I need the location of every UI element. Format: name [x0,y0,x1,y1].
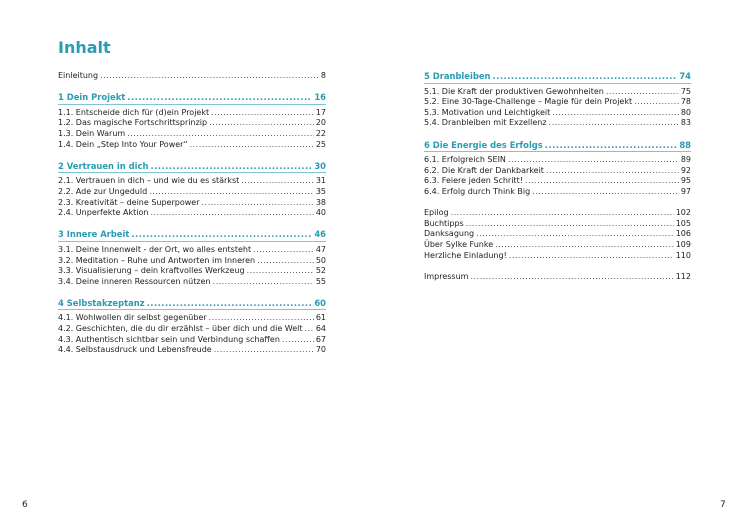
toc-leader-dots [100,71,319,82]
toc-entry [424,187,691,198]
toc-entry [424,87,691,98]
toc-entry-title: Herzliche Einladung! [424,250,507,260]
toc-entry-page: 112 [675,271,691,281]
toc-leader-dots [214,345,314,356]
toc-leader-dots [149,187,314,198]
toc-entry [424,118,691,129]
toc-entry [58,176,326,187]
chapter-divider [424,83,691,84]
toc-entry-title: Über Sylke Funke [424,239,494,249]
toc-entry-title: 4 Selbstakzeptanz [58,297,145,308]
toc-entry-title: 2 Vertrauen in dich [58,160,149,171]
toc-entry-title: 3.3. Visualisierung – dein kraftvolles Werkzeug [58,266,245,276]
toc-leader-dots [209,118,314,129]
toc-entry-page: 20 [315,118,326,128]
toc-leader-dots [202,198,314,209]
toc-entry [58,198,326,209]
toc-entry [424,155,691,166]
toc-entry [58,266,326,277]
toc-entry-page: 80 [680,107,691,117]
toc-entry-title: 6.1. Erfolgreich SEIN [424,155,506,165]
toc-entry-title: Einleitung [58,71,99,80]
toc-entry-page: 110 [675,250,691,260]
toc-entry [424,240,691,251]
toc-leader-dots [282,335,314,346]
toc-entry-title: 5.2. Eine 30-Tage-Challenge – Magie für dein Projekt [424,97,633,107]
toc-entry-page: 17 [315,107,326,117]
toc-entry-page: 70 [315,345,326,355]
toc-leader-dots [190,140,314,151]
toc-right-column [424,71,691,282]
toc-leader-dots [209,313,314,324]
toc-leader-dots [606,87,679,98]
chapter-divider [58,104,326,105]
toc-entry [424,272,691,283]
toc-entry [424,108,691,119]
toc-leader-dots [147,298,313,309]
toc-leader-dots [127,129,314,140]
toc-leader-dots [493,71,678,82]
toc-entry [424,229,691,240]
toc-leader-dots [476,229,674,240]
toc-entry-title: 2.1. Vertrauen in dich – und wie du es stärkst [58,176,240,186]
toc-leader-dots [525,176,679,187]
toc-leader-dots [532,187,679,198]
toc-leader-dots [127,92,312,103]
toc-leader-dots [211,108,314,119]
toc-leader-dots [466,219,674,230]
toc-entry-page: 83 [680,118,691,128]
toc-entry [58,313,326,324]
toc-entry-page: 109 [675,239,691,249]
toc-entry-title: 2.2. Ade zur Ungeduld [58,186,148,196]
toc-entry-page: 64 [315,324,326,334]
toc-entry-title: 5.1. Die Kraft der produktiven Gewohnheiten [424,86,604,96]
toc-leader-dots [247,266,314,277]
toc-gap [58,287,326,298]
toc-entry-title: Epilog [424,208,449,218]
toc-gap [424,129,691,140]
toc-entry-page: 97 [680,186,691,196]
toc-leader-dots [470,272,673,283]
toc-entry [58,140,326,151]
toc-entry-title: 6.2. Die Kraft der Dankbarkeit [424,165,544,175]
toc-leader-dots [131,229,312,240]
toc-entry-page: 38 [315,197,326,207]
toc-chapter-heading [58,161,326,172]
toc-entry-title: 1.1. Entscheide dich für (d)ein Projekt [58,107,210,117]
toc-entry-page: 40 [315,208,326,218]
toc-leader-dots [150,161,312,172]
toc-gap [424,261,691,272]
toc-entry [58,208,326,219]
toc-entry [58,277,326,288]
toc-entry-page: 61 [315,313,326,323]
toc-entry-page: 31 [315,176,326,186]
toc-entry-page: 75 [680,86,691,96]
toc-entry-page: 25 [315,139,326,149]
toc-gap [58,219,326,230]
toc-entry-title: 5 Dranbleiben [424,71,491,81]
toc-entry [58,324,326,335]
toc-entry-title: Danksagung [424,229,475,239]
toc-leader-dots [451,208,674,219]
toc-chapter-heading [58,298,326,309]
toc-chapter-heading [424,71,691,82]
toc-entry-page: 47 [315,244,326,254]
toc-leader-dots [508,155,679,166]
toc-chapter-heading [424,140,691,151]
chapter-divider [424,151,691,152]
toc-entry-page: 55 [315,276,326,286]
toc-entry-title: 3 Innere Arbeit [58,229,130,240]
toc-entry [424,176,691,187]
toc-entry-title: 4.4. Selbstausdruck und Lebensfreude [58,345,212,355]
toc-entry-title: 5.3. Motivation und Leichtigkeit [424,107,551,117]
toc-entry-title: 1.4. Dein „Step Into Your Power“ [58,139,188,149]
toc-entry-page: 30 [314,160,326,171]
toc-entry [424,208,691,219]
toc-entry [424,97,691,108]
toc-leader-dots [634,97,679,108]
toc-entry-title: Impressum [424,271,469,281]
toc-entry-page: 92 [680,165,691,175]
toc-entry-title: 3.2. Meditation – Ruhe und Antworten im Inneren [58,255,256,265]
toc-entry-page: 74 [679,71,691,81]
toc-leader-dots [552,108,679,119]
toc-chapter-heading [58,229,326,240]
toc-entry [58,245,326,256]
toc-left-column [58,71,326,356]
toc-gap [58,82,326,93]
toc-chapter-heading [58,92,326,103]
toc-leader-dots [241,176,314,187]
toc-entry-title: 1.2. Das magische Fortschrittsprinzip [58,118,208,128]
toc-entry [58,187,326,198]
toc-entry-page: 89 [680,155,691,165]
toc-entry-page: 22 [315,128,326,138]
page-number-right: 7 [720,500,726,510]
toc-entry-title: 2.3. Kreativität – deine Superpower [58,197,200,207]
chapter-divider [58,309,326,310]
toc-leader-dots [495,240,674,251]
toc-entry-page: 16 [314,92,326,103]
toc-entry-title: 3.1. Deine Innenwelt - der Ort, wo alles entsteht [58,244,252,254]
toc-entry-page: 60 [314,297,326,308]
toc-entry [424,219,691,230]
toc-entry-title: 1 Dein Projekt [58,92,126,103]
toc-entry [58,129,326,140]
toc-entry-page: 50 [315,255,326,265]
toc-gap [424,198,691,209]
toc-entry [424,251,691,262]
page-number-left: 6 [22,500,28,510]
toc-entry-page: 52 [315,266,326,276]
toc-entry-page: 35 [315,186,326,196]
toc-entry-page: 105 [675,218,691,228]
toc-entry [58,108,326,119]
toc-entry [424,166,691,177]
toc-entry [58,256,326,267]
toc-entry-page: 106 [675,229,691,239]
toc-leader-dots [150,208,313,219]
toc-entry-title: 6.3. Feiere jeden Schritt! [424,176,523,186]
toc-entry-title: 4.2. Geschichten, die du dir erzählst – über dich und die Welt [58,324,303,334]
toc-entry-title: 2.4. Unperfekte Aktion [58,208,149,218]
toc-entry-title: 5.4. Dranbleiben mit Exzellenz [424,118,547,128]
chapter-divider [58,241,326,242]
toc-entry-page: 8 [320,71,326,80]
toc-entry-page: 78 [680,97,691,107]
toc-entry-title: Buchtipps [424,218,464,228]
toc-gap [58,150,326,161]
toc-entry-page: 102 [675,208,691,218]
toc-leader-dots [509,251,674,262]
toc-entry-page: 95 [680,176,691,186]
toc-leader-dots [213,277,314,288]
toc-entry [58,71,326,82]
page-title: Inhalt [58,38,111,57]
toc-leader-dots [257,256,314,267]
toc-entry-title: 4.3. Authentisch sichtbar sein und Verbindung schaffen [58,334,280,344]
toc-entry [58,118,326,129]
toc-leader-dots [549,118,679,129]
toc-leader-dots [253,245,314,256]
toc-entry-title: 3.4. Deine inneren Ressourcen nützen [58,276,211,286]
chapter-divider [58,172,326,173]
toc-leader-dots [305,324,314,335]
toc-leader-dots [546,166,679,177]
toc-entry-title: 6.4. Erfolg durch Think Big [424,186,531,196]
toc-entry [58,345,326,356]
toc-leader-dots [545,140,678,151]
toc-entry [58,335,326,346]
toc-entry-title: 4.1. Wohlwollen dir selbst gegenüber [58,313,207,323]
toc-entry-page: 67 [315,334,326,344]
toc-entry-page: 46 [314,229,326,240]
toc-entry-page: 88 [679,139,691,150]
toc-entry-title: 6 Die Energie des Erfolgs [424,139,543,150]
toc-entry-title: 1.3. Dein Warum [58,128,126,138]
